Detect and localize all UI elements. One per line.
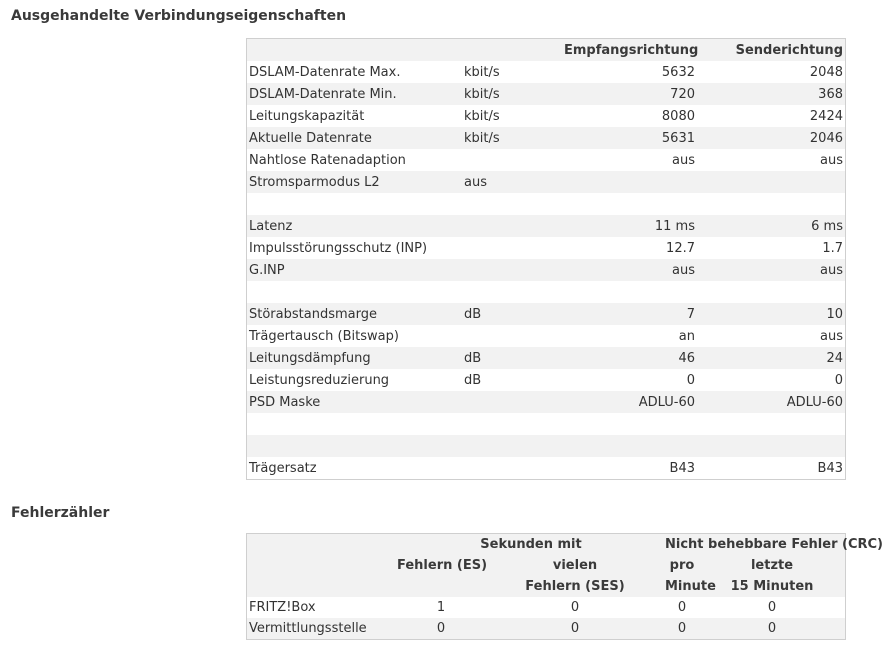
property-label: Latenz xyxy=(249,218,293,234)
property-unit: kbit/s xyxy=(464,86,500,102)
table-row xyxy=(247,597,845,618)
receive-value: aus xyxy=(672,152,695,168)
header-group-seconds: Sekunden mit xyxy=(480,537,582,552)
property-label: DSLAM-Datenrate Max. xyxy=(249,64,401,80)
header-ses-line1: vielen xyxy=(552,558,598,573)
error-header-row-1 xyxy=(247,534,883,555)
send-value: 1.7 xyxy=(822,240,843,256)
send-value: 2046 xyxy=(809,130,843,146)
header-receive-direction: Empfangsrichtung xyxy=(564,42,699,58)
error-source-label: FRITZ!Box xyxy=(249,600,316,615)
table-row xyxy=(247,325,845,347)
receive-value: 5632 xyxy=(661,64,695,80)
receive-value: aus xyxy=(672,262,695,278)
send-value: ADLU-60 xyxy=(786,394,843,410)
table-row xyxy=(247,193,845,215)
send-value: aus xyxy=(820,152,843,168)
table-row xyxy=(247,149,845,171)
crc-last-15-minutes: 0 xyxy=(767,600,777,615)
property-label: Leistungsreduzierung xyxy=(249,372,390,388)
receive-value: 720 xyxy=(670,86,695,102)
table-row xyxy=(247,281,845,303)
receive-value: 8080 xyxy=(661,108,695,124)
send-value: 24 xyxy=(826,350,843,366)
send-value: aus xyxy=(820,328,843,344)
property-label: G.INP xyxy=(249,262,285,278)
header-pro-line2: Minute xyxy=(665,579,716,594)
receive-value: 12.7 xyxy=(666,240,695,256)
error-header-row-2 xyxy=(247,555,845,576)
table-row xyxy=(247,413,845,435)
table-row xyxy=(247,171,845,193)
crc-per-minute: 0 xyxy=(677,621,687,636)
send-value: B43 xyxy=(817,460,843,476)
table-row xyxy=(247,61,845,83)
header-es: Fehlern (ES) xyxy=(397,558,488,573)
send-value: 6 ms xyxy=(811,218,843,234)
header-ses-line2: Fehlern (SES) xyxy=(525,579,625,594)
property-unit: kbit/s xyxy=(464,108,500,124)
table-row xyxy=(247,237,845,259)
receive-value: ADLU-60 xyxy=(638,394,695,410)
property-label: Trägersatz xyxy=(249,460,317,476)
table-row xyxy=(247,259,845,281)
table-row xyxy=(247,435,845,457)
table-row xyxy=(247,127,845,149)
ses-count: 0 xyxy=(570,621,580,636)
error-header-row-3 xyxy=(247,576,845,597)
receive-value: an xyxy=(678,328,695,344)
header-group-crc: Nicht behebbare Fehler (CRC) xyxy=(665,537,883,552)
es-count: 1 xyxy=(436,600,446,615)
send-value: 2048 xyxy=(809,64,843,80)
table-row xyxy=(247,347,845,369)
section-title-errors: Fehlerzähler xyxy=(11,505,110,521)
property-label: DSLAM-Datenrate Min. xyxy=(249,86,397,102)
table-row xyxy=(247,105,845,127)
receive-value: B43 xyxy=(669,460,695,476)
receive-value: 5631 xyxy=(661,130,695,146)
property-unit: dB xyxy=(464,350,482,366)
table-row xyxy=(247,215,845,237)
es-count: 0 xyxy=(436,621,446,636)
crc-last-15-minutes: 0 xyxy=(767,621,777,636)
table-row xyxy=(247,369,845,391)
send-value: aus xyxy=(820,262,843,278)
property-label: Stromsparmodus L2 xyxy=(249,174,380,190)
send-value: 10 xyxy=(826,306,843,322)
property-unit: dB xyxy=(464,306,482,322)
property-label: Leitungsdämpfung xyxy=(249,350,371,366)
header-15min-line2: 15 Minuten xyxy=(730,579,814,594)
error-source-label: Vermittlungsstelle xyxy=(249,621,367,636)
receive-value: 11 ms xyxy=(654,218,695,234)
table-row xyxy=(247,303,845,325)
property-label: Störabstandsmarge xyxy=(249,306,377,322)
receive-value: 7 xyxy=(686,306,695,322)
property-label: Nahtlose Ratenadaption xyxy=(249,152,406,168)
receive-value: 46 xyxy=(678,350,695,366)
property-label: Trägertausch (Bitswap) xyxy=(249,328,399,344)
property-unit: dB xyxy=(464,372,482,388)
table-row xyxy=(247,618,845,639)
table-row xyxy=(247,83,845,105)
property-unit: kbit/s xyxy=(464,130,500,146)
property-label: PSD Maske xyxy=(249,394,321,410)
section-title-connection: Ausgehandelte Verbindungseigenschaften xyxy=(11,8,347,24)
send-value: 2424 xyxy=(809,108,843,124)
header-send-direction: Senderichtung xyxy=(735,42,843,58)
table-header-row xyxy=(247,39,845,61)
property-unit: kbit/s xyxy=(464,64,500,80)
send-value: 368 xyxy=(818,86,843,102)
property-label: Impulsstörungsschutz (INP) xyxy=(249,240,428,256)
header-pro-line1: pro xyxy=(669,558,695,573)
header-15min-line1: letzte xyxy=(750,558,794,573)
property-label: Leitungskapazität xyxy=(249,108,365,124)
connection-properties-table xyxy=(246,38,846,480)
ses-count: 0 xyxy=(570,600,580,615)
error-counter-table xyxy=(246,533,883,640)
send-value: 0 xyxy=(834,372,843,388)
property-label: Aktuelle Datenrate xyxy=(249,130,372,146)
table-row xyxy=(247,457,845,479)
crc-per-minute: 0 xyxy=(677,600,687,615)
table-row xyxy=(247,391,845,413)
receive-value: 0 xyxy=(686,372,695,388)
property-unit: aus xyxy=(464,174,487,190)
